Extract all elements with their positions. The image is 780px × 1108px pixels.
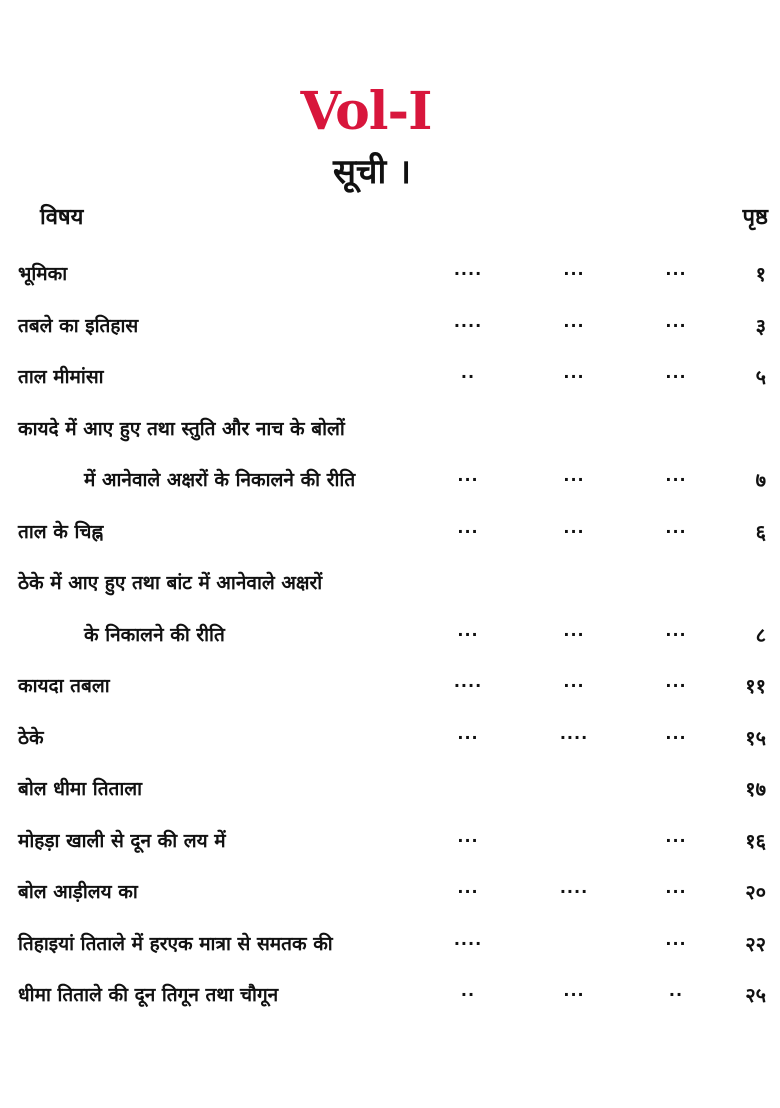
index-heading: सूची । <box>332 152 412 192</box>
leader-dots: ... <box>665 723 687 743</box>
toc-entry <box>0 252 780 304</box>
toc-entry-page-number: ११ <box>745 674 766 698</box>
toc-entry-page-number: ३ <box>755 313 766 338</box>
toc-entry <box>0 819 780 871</box>
toc-entry <box>0 870 780 922</box>
toc-entry-page-number: २२ <box>745 931 766 956</box>
toc-entry-page-number: ५ <box>755 365 766 389</box>
leader-dots: ... <box>563 620 585 640</box>
toc-entry-title: तिहाइयां तिताले में हरएक मात्रा से समतक की <box>18 932 333 955</box>
leader-dots: ... <box>665 826 687 846</box>
leader-dots: ... <box>457 878 479 897</box>
toc-entry-title: बोल धीमा तिताला <box>18 778 143 800</box>
leader-dots: ... <box>457 620 479 640</box>
toc-entry-page-number: ६ <box>755 519 766 544</box>
leader-dots: .. <box>460 981 476 1000</box>
leader-dots: ... <box>563 981 585 1000</box>
leader-dots: .. <box>668 981 684 1000</box>
leader-dots: ... <box>563 517 585 537</box>
toc-entry <box>0 561 780 613</box>
toc-entry-title: में आनेवाले अक्षरों के निकालने की रीति <box>84 469 356 491</box>
leader-dots: ... <box>665 620 687 640</box>
toc-entry-title: भूमिका <box>18 263 68 285</box>
leader-dots: ... <box>665 878 687 897</box>
leader-dots: ... <box>563 363 585 382</box>
leader-dots: ... <box>563 260 585 279</box>
leader-dots: ... <box>563 466 585 485</box>
leader-dots: ... <box>457 826 479 846</box>
toc-entry-title: धीमा तिताले की दून तिगून तथा चौगून <box>18 984 279 1006</box>
toc-entry <box>0 613 780 665</box>
toc-entry <box>0 767 780 819</box>
toc-entry-title: तबले का इतिहास <box>18 314 139 337</box>
toc-entry <box>0 355 780 407</box>
subject-column-header: विषय <box>40 205 84 230</box>
leader-dots: ... <box>665 929 687 949</box>
leader-dots: ... <box>665 363 687 382</box>
toc-entry <box>0 304 780 356</box>
leader-dots: .. <box>460 363 476 382</box>
toc-entry <box>0 510 780 562</box>
toc-entry-page-number: १५ <box>745 725 766 750</box>
leader-dots: ... <box>665 260 687 279</box>
leader-dots: ... <box>563 311 585 331</box>
toc-entry <box>0 664 780 716</box>
leader-dots: ... <box>665 672 687 691</box>
toc-entry-title: ठेके <box>18 726 44 749</box>
toc-entry-title: कायदे में आए हुए तथा स्तुति और नाच के बोलों <box>18 417 345 440</box>
leader-dots: .... <box>559 878 589 897</box>
leader-dots: ... <box>665 311 687 331</box>
toc-entry-page-number: २० <box>745 880 766 904</box>
toc-entry-page-number: ७ <box>755 468 766 492</box>
leader-dots: .... <box>453 260 483 279</box>
leader-dots: ... <box>665 517 687 537</box>
toc-entry <box>0 458 780 510</box>
toc-entry-title: ताल के चिह्न <box>18 520 104 543</box>
toc-entry <box>0 407 780 459</box>
toc-entry <box>0 716 780 768</box>
leader-dots: .... <box>453 929 483 949</box>
toc-entry-title: बोल आड़ीलय का <box>18 881 138 903</box>
leader-dots: ... <box>563 672 585 691</box>
toc-entry-page-number: २५ <box>745 983 766 1007</box>
toc-entry-title: ताल मीमांसा <box>18 366 104 388</box>
leader-dots: .... <box>453 311 483 331</box>
leader-dots: .... <box>453 672 483 691</box>
leader-dots: ... <box>457 723 479 743</box>
toc-entry-page-number: १६ <box>745 828 766 853</box>
toc-entry-page-number: १ <box>755 262 766 286</box>
leader-dots: ... <box>665 466 687 485</box>
toc-entry-title: के निकालने की रीति <box>84 623 225 646</box>
table-of-contents <box>0 252 780 1025</box>
leader-dots: ... <box>457 466 479 485</box>
toc-entry <box>0 973 780 1025</box>
page-column-header: पृष्ठ <box>742 205 768 230</box>
volume-title: Vol-I <box>300 81 432 142</box>
toc-entry-title: कायदा तबला <box>18 675 110 697</box>
toc-entry-title: मोहड़ा खाली से दून की लय में <box>18 829 226 852</box>
toc-entry-page-number: ८ <box>755 622 766 647</box>
toc-entry-title: ठेके में आए हुए तथा बांट में आनेवाले अक्षरों <box>18 572 323 594</box>
toc-entry-page-number: १७ <box>745 777 766 801</box>
toc-entry <box>0 922 780 974</box>
leader-dots: ... <box>457 517 479 537</box>
leader-dots: .... <box>559 723 589 743</box>
